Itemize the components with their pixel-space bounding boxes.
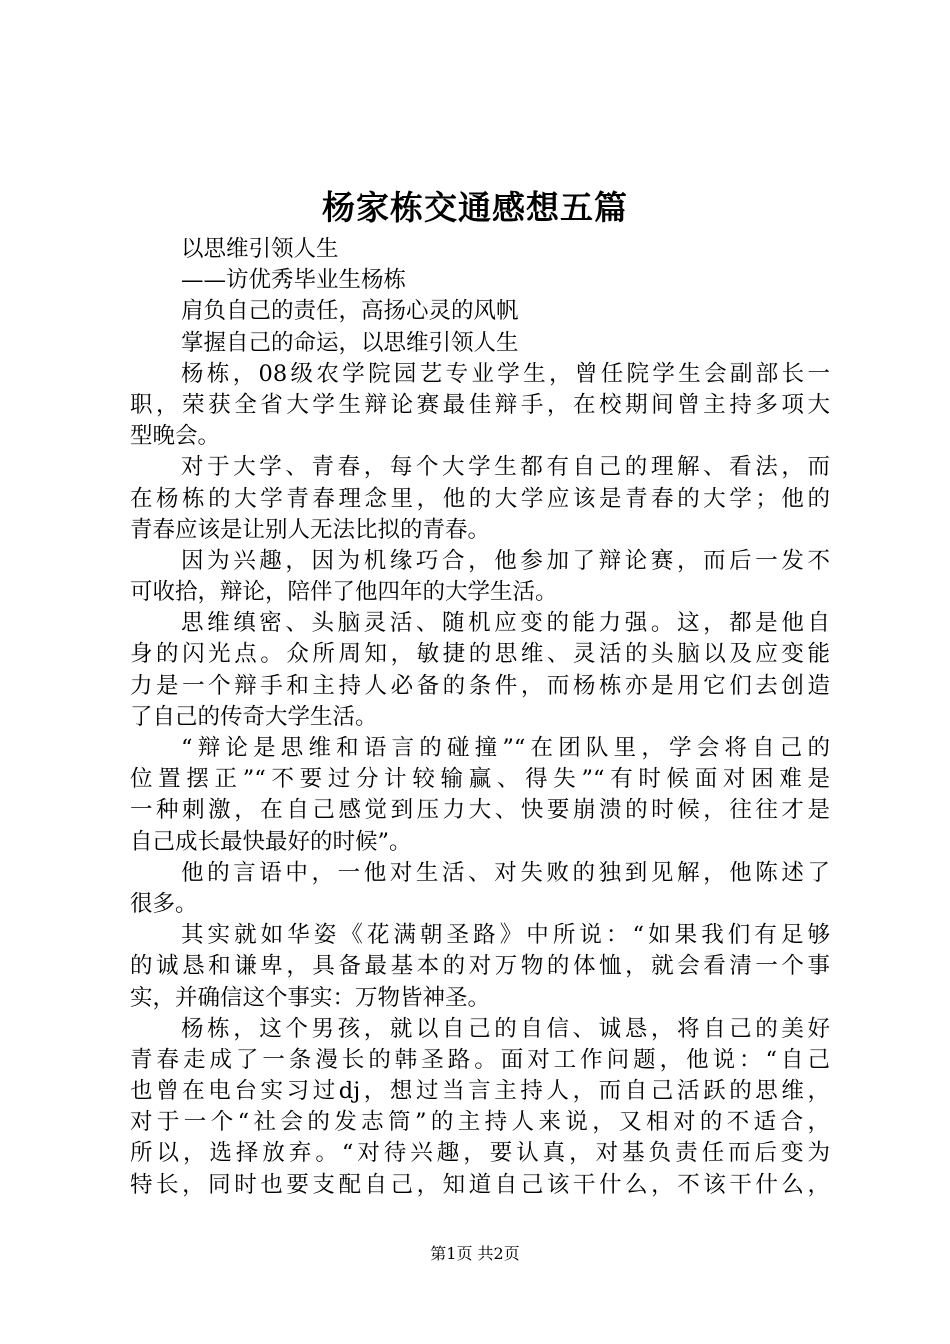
body-line: 的诚恳和谦卑，具备最基本的对万物的体恤，就会看清一个事: [130, 953, 830, 980]
body-line: 杨栋，08级农学院园艺专业学生，曾任院学生会副部长一: [181, 360, 830, 387]
body-line: 对于大学、青春，每个大学生都有自己的理解、看法，而: [181, 454, 830, 481]
body-line: 职，荣获全省大学生辩论赛最佳辩手，在校期间曾主持多项大: [130, 391, 830, 418]
body-line: 特长，同时也要支配自己，知道自己该干什么，不该干什么，: [130, 1171, 830, 1198]
document-title: 杨家栋交通感想五篇: [322, 188, 628, 227]
body-line: 肩负自己的责任，高扬心灵的风帆: [181, 298, 519, 325]
body-line: ——访优秀毕业生杨栋: [181, 267, 407, 294]
body-line: 自己成长最快最好的时候”。: [130, 828, 412, 855]
body-line: 他的言语中，一他对生活、对失败的独到见解，他陈述了: [181, 859, 830, 886]
body-line: 也曾在电台实习过dj，想过当言主持人，而自己活跃的思维，: [130, 1078, 830, 1105]
body-line: 掌握自己的命运，以思维引领人生: [181, 329, 519, 356]
body-line: 身的闪光点。众所周知，敏捷的思维、灵活的头脑以及应变能: [130, 641, 830, 668]
body-line: 一种刺激，在自己感觉到压力大、快要崩溃的时候，往往才是: [130, 797, 830, 824]
body-line: 青春走成了一条漫长的韩圣路。面对工作问题，他说：“自己: [130, 1046, 830, 1073]
body-line: “辩论是思维和语言的碰撞”“在团队里，学会将自己的: [181, 735, 830, 761]
body-line: 其实就如华姿《花满朝圣路》中所说：“如果我们有足够: [181, 922, 830, 949]
body-line: 很多。: [130, 890, 198, 917]
body-line: 思维缜密、头脑灵活、随机应变的能力强。这，都是他自: [181, 610, 830, 637]
body-line: 所以，选择放弃。“对待兴趣，要认真，对基负责任而后变为: [130, 1140, 830, 1167]
body-line: 实，并确信这个事实：万物皆神圣。: [130, 984, 491, 1011]
body-line: 位置摆正”“不要过分计较输赢、得失”“有时候面对困难是: [130, 766, 830, 793]
body-line: 力是一个辩手和主持人必备的条件，而杨栋亦是用它们去创造: [130, 672, 830, 699]
body-line: 型晚会。: [130, 423, 221, 450]
body-line: 对于一个“社会的发志筒”的主持人来说，又相对的不适合，: [130, 1109, 830, 1136]
body-line: 以思维引领人生: [181, 236, 339, 262]
document-body: [130, 234, 830, 1201]
body-line: 可收拾，辩论，陪伴了他四年的大学生活。: [130, 579, 558, 606]
page-footer: 第1页 共2页: [430, 1244, 520, 1263]
body-line: 因为兴趣，因为机缘巧合，他参加了辩论赛，而后一发不: [181, 547, 830, 574]
body-line: 在杨栋的大学青春理念里，他的大学应该是青春的大学；他的: [130, 485, 830, 512]
body-line: 青春应该是让别人无法比拟的青春。: [130, 516, 491, 543]
body-line: 了自己的传奇大学生活。: [130, 703, 378, 730]
body-line: 杨栋，这个男孩，就以自己的自信、诚恳，将自己的美好: [181, 1015, 830, 1042]
